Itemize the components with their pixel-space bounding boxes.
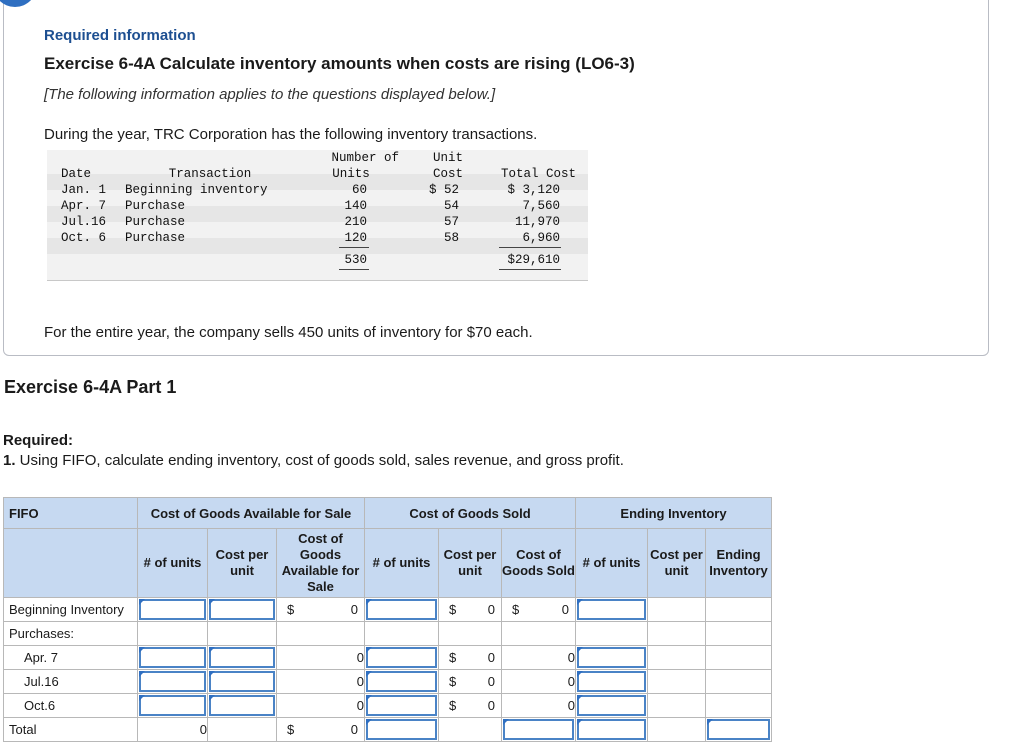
- begin-end-inv-cell: [706, 598, 772, 622]
- jul-end-inv-cell: [706, 670, 772, 694]
- apr-sold-units-input[interactable]: [366, 647, 437, 668]
- oct-end-units-input[interactable]: [577, 695, 646, 716]
- row-label-beginning: Beginning Inventory: [4, 598, 138, 622]
- oct-end-value: 0: [502, 694, 576, 718]
- header-cost: Cost: [432, 167, 463, 181]
- total-cogs-cell[interactable]: [502, 718, 576, 742]
- total-sold-units-cell[interactable]: [365, 718, 439, 742]
- begin-cost-input[interactable]: [209, 599, 275, 620]
- begin-units-cell[interactable]: [138, 598, 208, 622]
- apr-end-cost-cell: [648, 646, 706, 670]
- cost-subtotal-rule: [499, 247, 561, 248]
- required-label: Required:: [3, 432, 74, 449]
- required-number: 1.: [3, 452, 16, 469]
- subheader-units: # of units: [576, 529, 648, 598]
- apr-cogas-value: 0: [277, 646, 365, 670]
- row-date: Jul.16: [61, 215, 107, 229]
- oct-units-input[interactable]: [139, 695, 206, 716]
- subheader-cogs: Cost of Goods Sold: [502, 529, 576, 598]
- exercise-title: Exercise 6-4A Calculate inventory amounts when costs are rising (LO6-3): [44, 54, 635, 73]
- total-units-value: 0: [138, 718, 208, 742]
- empty-cell: [277, 622, 365, 646]
- units-total-rule: [339, 269, 369, 270]
- row-label-jul: Jul.16: [4, 670, 138, 694]
- row-transaction: Beginning inventory: [125, 183, 268, 197]
- empty-cell: [648, 622, 706, 646]
- dollar-sign: $: [287, 722, 295, 737]
- apr-sold-units-cell[interactable]: [365, 646, 439, 670]
- table-bottom-rule: [47, 280, 588, 281]
- row-unit-cost: 57: [443, 215, 459, 229]
- row-total-cost: 7,560: [522, 199, 560, 213]
- total-sold-units-input[interactable]: [366, 719, 437, 740]
- row-date: Apr. 7: [61, 199, 107, 213]
- jul-units-cell[interactable]: [138, 670, 208, 694]
- subheader-units: # of units: [365, 529, 439, 598]
- total-end-units-input[interactable]: [577, 719, 646, 740]
- header-transaction: Transaction: [168, 167, 252, 181]
- intro-text: During the year, TRC Corporation has the following inventory transactions.: [44, 126, 538, 143]
- jul-cogas-value: 0: [277, 670, 365, 694]
- empty-cell: [138, 622, 208, 646]
- oct-end-cost-cell: [648, 694, 706, 718]
- row-label-apr: Apr. 7: [4, 646, 138, 670]
- subheader-cost-per-unit: Cost per unit: [439, 529, 502, 598]
- begin-cost-cell[interactable]: [208, 598, 277, 622]
- total-end-inv-input[interactable]: [707, 719, 770, 740]
- jul-sold-units-cell[interactable]: [365, 670, 439, 694]
- table-row: [4, 670, 772, 694]
- apr-sold-cost-value: 0: [487, 650, 495, 665]
- jul-sold-units-input[interactable]: [366, 671, 437, 692]
- dollar-sign: $: [449, 650, 457, 665]
- subheader-ending-cost-per-unit: Cost per unit: [648, 529, 706, 598]
- row-label-total: Total: [4, 718, 138, 742]
- group-goods-available: Cost of Goods Available for Sale: [138, 498, 365, 529]
- fifo-table: [3, 497, 772, 742]
- total-cogs-input[interactable]: [503, 719, 574, 740]
- row-total-cost: 6,960: [522, 231, 560, 245]
- begin-sold-cost-value: 0: [487, 602, 495, 617]
- apr-units-input[interactable]: [139, 647, 206, 668]
- oct-units-cell[interactable]: [138, 694, 208, 718]
- group-ending-inventory: Ending Inventory: [576, 498, 772, 529]
- inventory-transactions-table: [47, 150, 588, 281]
- begin-cogs-value: 0: [561, 602, 569, 617]
- row-transaction: Purchase: [125, 199, 186, 213]
- jul-units-input[interactable]: [139, 671, 206, 692]
- apr-end-units-cell[interactable]: [576, 646, 648, 670]
- dollar-sign: $: [449, 674, 457, 689]
- row-transaction: Purchase: [125, 215, 186, 229]
- begin-units-input[interactable]: [139, 599, 206, 620]
- empty-cell: [208, 622, 277, 646]
- table-row: [4, 622, 772, 646]
- row-units: 140: [344, 199, 367, 213]
- row-unit-cost: 54: [443, 199, 459, 213]
- begin-cogas-value: 0: [350, 602, 358, 617]
- header-number-of: Number of: [331, 151, 399, 165]
- row-date: Oct. 6: [61, 231, 107, 245]
- row-transaction: Purchase: [125, 231, 186, 245]
- subheader-ending-inventory: Ending Inventory: [706, 529, 772, 598]
- total-cogas-value: 0: [350, 722, 358, 737]
- total-end-inv-cell[interactable]: [706, 718, 772, 742]
- jul-end-cost-cell: [648, 670, 706, 694]
- jul-end-units-input[interactable]: [577, 671, 646, 692]
- row-total-cost: 11,970: [514, 215, 560, 229]
- oct-sold-cost-cell: [439, 694, 502, 718]
- apr-cost-cell[interactable]: [208, 646, 277, 670]
- oct-end-inv-cell: [706, 694, 772, 718]
- part-title: Exercise 6-4A Part 1: [4, 377, 177, 397]
- header-units: Units: [332, 167, 370, 181]
- begin-sold-units-cell[interactable]: [365, 598, 439, 622]
- table-row: [4, 598, 772, 622]
- cost-total-rule: [499, 269, 561, 270]
- oct-sold-units-input[interactable]: [366, 695, 437, 716]
- apr-units-cell[interactable]: [138, 646, 208, 670]
- table-row: [4, 718, 772, 742]
- begin-sold-units-input[interactable]: [366, 599, 437, 620]
- jul-cost-cell[interactable]: [208, 670, 277, 694]
- row-unit-cost: 58: [443, 231, 459, 245]
- total-cogas-cell: [277, 718, 365, 742]
- jul-end-units-cell[interactable]: [576, 670, 648, 694]
- oct-cost-cell[interactable]: [208, 694, 277, 718]
- header-date: Date: [61, 167, 92, 181]
- row-unit-cost: $ 52: [428, 183, 459, 197]
- subheader-cost-per-unit: Cost per unit: [208, 529, 277, 598]
- total-units: 530: [344, 253, 367, 267]
- oct-sold-units-cell[interactable]: [365, 694, 439, 718]
- apr-cost-input[interactable]: [209, 647, 275, 668]
- table-row: [4, 646, 772, 670]
- jul-cost-input[interactable]: [209, 671, 275, 692]
- begin-sold-cost-cell: [439, 598, 502, 622]
- empty-cell: [365, 622, 439, 646]
- applies-note: [The following information applies to the questions displayed below.]: [44, 86, 496, 103]
- apr-end-units-input[interactable]: [577, 647, 646, 668]
- begin-end-units-cell[interactable]: [576, 598, 648, 622]
- header-total-cost: Total Cost: [500, 167, 576, 181]
- empty-cell: [648, 718, 706, 742]
- apr-end-value: 0: [502, 646, 576, 670]
- jul-sold-cost-cell: [439, 670, 502, 694]
- dollar-sign: $: [287, 602, 295, 617]
- row-units: 210: [344, 215, 367, 229]
- fifo-corner-label: FIFO: [4, 498, 138, 529]
- empty-cell: [502, 622, 576, 646]
- row-label-purchases: Purchases:: [4, 622, 138, 646]
- oct-cost-input[interactable]: [209, 695, 275, 716]
- row-units: 60: [351, 183, 367, 197]
- required-info-heading: Required information: [44, 27, 196, 44]
- oct-sold-cost-value: 0: [487, 698, 495, 713]
- begin-cogas-cell: [277, 598, 365, 622]
- total-end-units-cell[interactable]: [576, 718, 648, 742]
- empty-cell: [439, 622, 502, 646]
- dollar-sign: $: [449, 602, 457, 617]
- group-goods-sold: Cost of Goods Sold: [365, 498, 576, 529]
- empty-cell: [439, 718, 502, 742]
- subheader-units: # of units: [138, 529, 208, 598]
- row-label-oct: Oct.6: [4, 694, 138, 718]
- apr-sold-cost-cell: [439, 646, 502, 670]
- dollar-sign: $: [512, 602, 520, 617]
- row-units: 120: [344, 231, 367, 245]
- units-subtotal-rule: [339, 247, 369, 248]
- subheader-blank: [4, 529, 138, 598]
- empty-cell: [576, 622, 648, 646]
- begin-cogs-cell: [502, 598, 576, 622]
- required-text: [3, 452, 624, 469]
- sales-info-text: For the entire year, the company sells 450 units of inventory for $70 each.: [44, 324, 533, 341]
- jul-sold-cost-value: 0: [487, 674, 495, 689]
- dollar-sign: $: [449, 698, 457, 713]
- empty-cell: [208, 718, 277, 742]
- jul-end-value: 0: [502, 670, 576, 694]
- empty-cell: [706, 622, 772, 646]
- row-date: Jan. 1: [61, 183, 107, 197]
- begin-end-units-input[interactable]: [577, 599, 646, 620]
- apr-end-inv-cell: [706, 646, 772, 670]
- table-row: [4, 694, 772, 718]
- info-badge: [0, 0, 37, 7]
- begin-end-cost-cell: [648, 598, 706, 622]
- row-total-cost: $ 3,120: [507, 183, 560, 197]
- oct-cogas-value: 0: [277, 694, 365, 718]
- subheader-cogas: Cost of Goods Available for Sale: [277, 529, 365, 598]
- oct-end-units-cell[interactable]: [576, 694, 648, 718]
- total-cost: $29,610: [507, 253, 560, 267]
- required-description: Using FIFO, calculate ending inventory, cost of goods sold, sales revenue, and gross profit.: [15, 452, 624, 469]
- header-unit: Unit: [432, 151, 463, 165]
